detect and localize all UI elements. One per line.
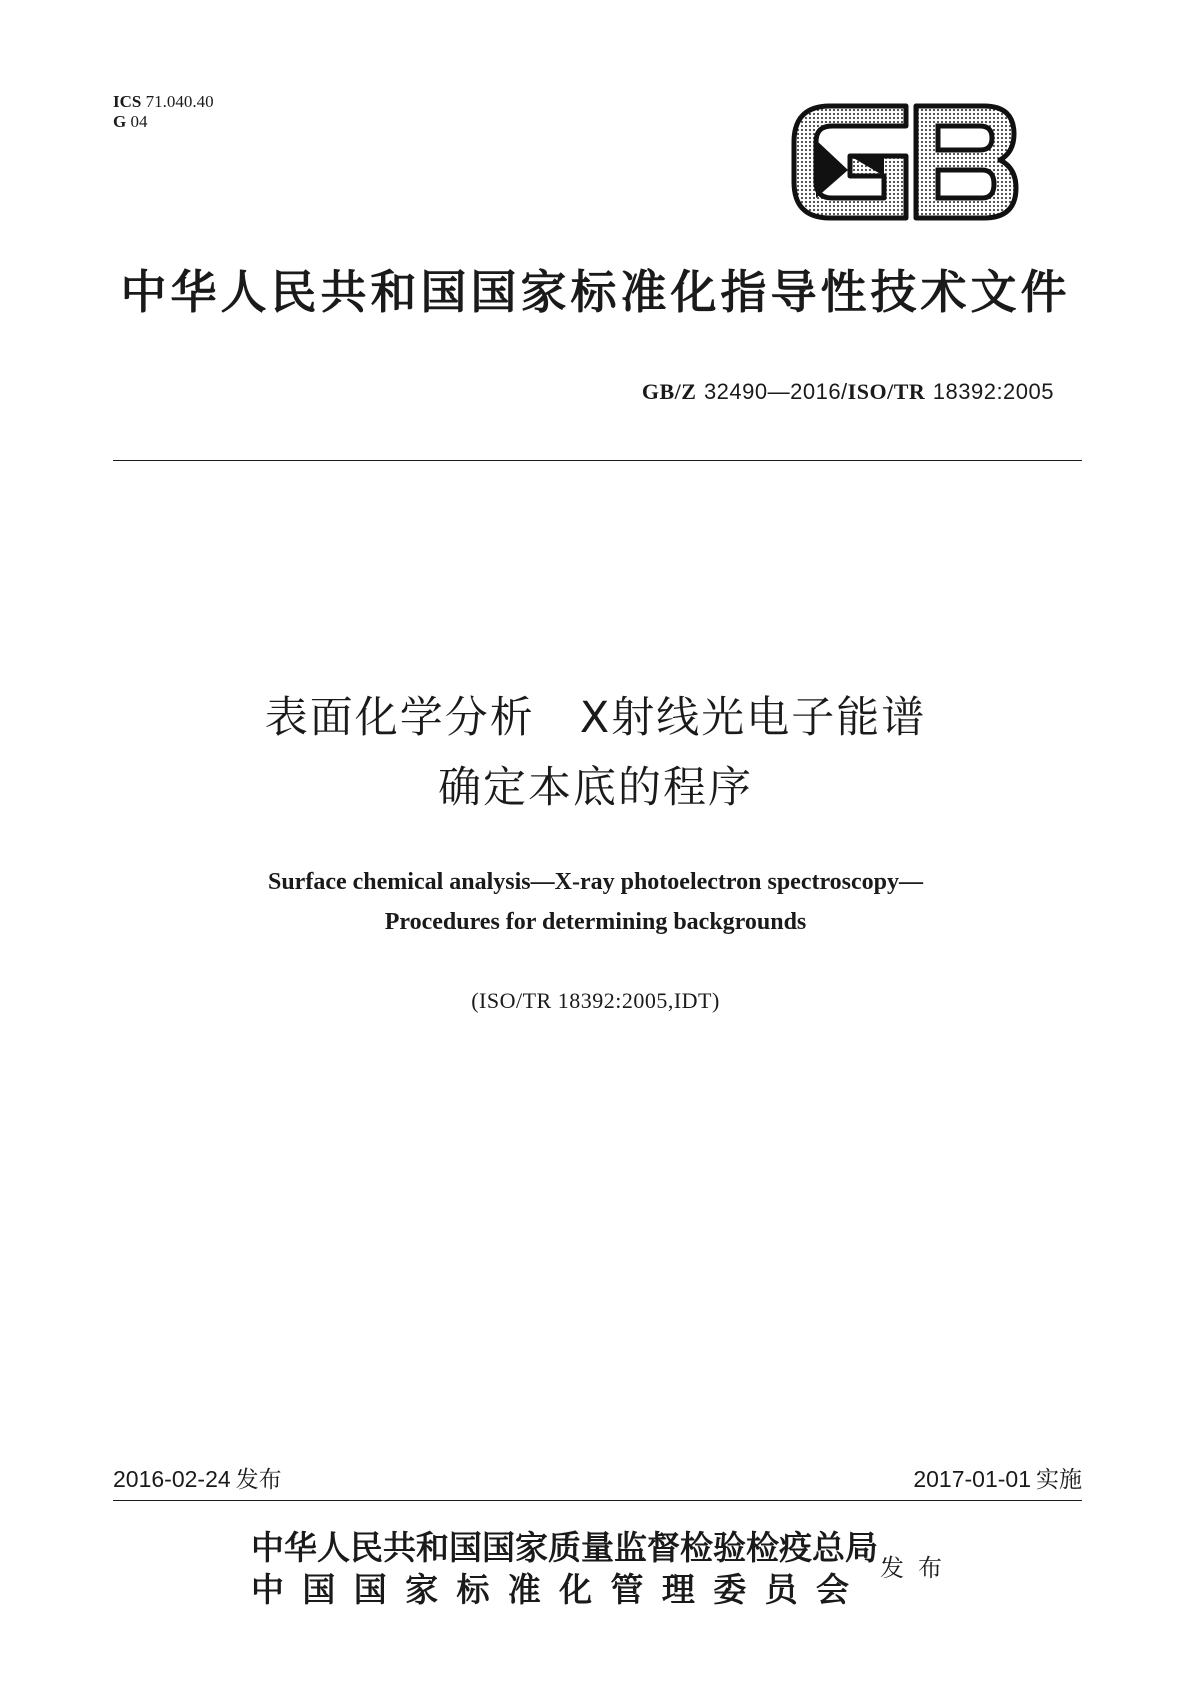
document-type-heading: 中华人民共和国国家标准化指导性技术文件 xyxy=(120,265,1071,319)
ics-code: 71.040.40 xyxy=(145,92,214,111)
publish-label: 发布 xyxy=(880,1554,956,1582)
title-zh-line2: 确定本底的程序 xyxy=(438,763,753,813)
implementation-date-label: 实施 xyxy=(1036,1467,1082,1493)
iso-number: 18392:2005 xyxy=(932,379,1054,404)
ics-code-line xyxy=(113,92,214,112)
issuer-sac-char: 标 xyxy=(456,1570,490,1609)
standard-prefix: GB/Z xyxy=(641,379,697,404)
issuer-sac-char: 国 xyxy=(353,1570,387,1609)
iso-prefix: ISO/TR xyxy=(847,379,926,404)
title-en-line2: Procedures for determining backgrounds xyxy=(384,909,807,935)
standard-number-value: 32490—2016/ xyxy=(703,379,848,404)
issuer-sac-char: 中 xyxy=(251,1570,284,1609)
ics-label: ICS xyxy=(113,92,142,111)
ccs-label: G xyxy=(113,112,127,131)
issue-date xyxy=(113,1464,282,1495)
implementation-date xyxy=(913,1464,1082,1495)
issuer-sac-char: 准 xyxy=(507,1570,541,1609)
footer-divider xyxy=(113,1500,1082,1501)
issuer-sac-char: 管 xyxy=(610,1570,644,1609)
ccs-code-line xyxy=(113,112,214,132)
implementation-date-value: 2017-01-01 xyxy=(913,1466,1031,1492)
issue-date-label: 发布 xyxy=(235,1467,282,1493)
issuer-sac-char: 理 xyxy=(661,1570,695,1609)
issuer-sac-char: 委 xyxy=(713,1570,747,1609)
title-zh-line1: 表面化学分析 X射线光电子能谱 xyxy=(264,693,927,743)
classification-codes xyxy=(113,92,214,132)
gb-logo-letter-g xyxy=(794,106,906,218)
issuer-aqsiq: 中华人民共和国国家质量监督检验检疫总局 xyxy=(251,1528,878,1567)
issuer-sac-char: 家 xyxy=(405,1570,439,1609)
standard-number xyxy=(642,378,1054,407)
ccs-code: 04 xyxy=(130,112,148,131)
gb-logo-icon xyxy=(788,100,1022,224)
equivalence-note: (ISO/TR 18392:2005,IDT) xyxy=(471,988,720,1013)
issuer-sac-char: 会 xyxy=(815,1570,849,1609)
issuer-sac-char: 员 xyxy=(764,1570,798,1609)
title-en-line1: Surface chemical analysis—X-ray photoelectron spectroscopy— xyxy=(267,869,924,895)
gb-logo-letter-b xyxy=(916,106,1016,218)
issuer-sac-char: 化 xyxy=(559,1570,593,1609)
issue-date-value: 2016-02-24 xyxy=(113,1466,231,1492)
header-divider xyxy=(113,460,1082,461)
issuer-sac-char: 国 xyxy=(302,1570,336,1609)
issuer-sac xyxy=(251,1570,849,1610)
